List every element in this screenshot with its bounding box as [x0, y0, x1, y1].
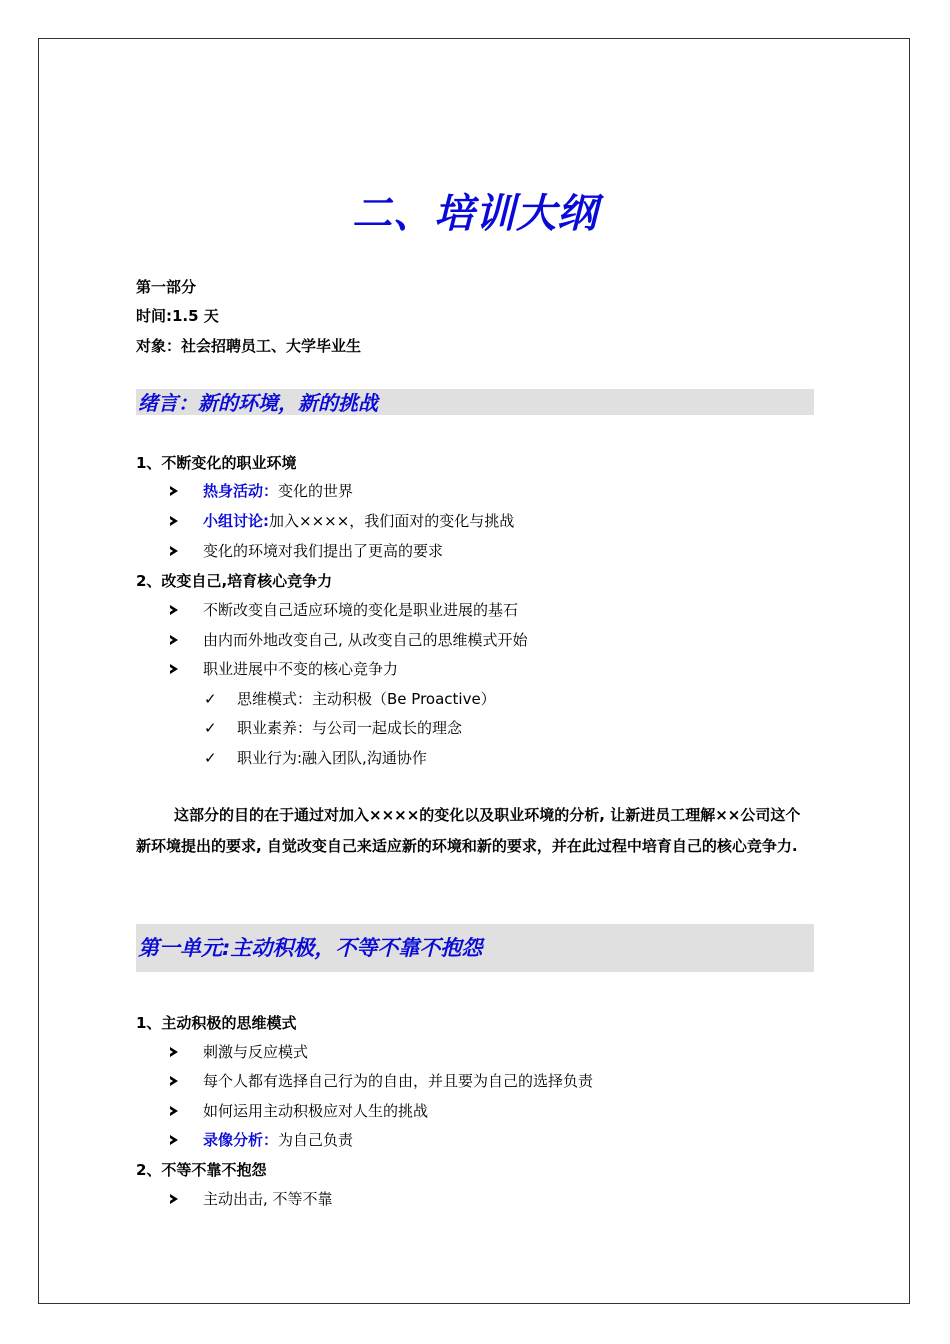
- intro-summary-paragraph: 这部分的目的在于通过对加入××××的变化以及职业环境的分析, 让新进员工理解××公司这个新环境提出的要求, 自觉改变自己来适应新的环境和新的要求，并在此过程中培育自己的核心竞争力.: [136, 806, 801, 855]
- arrow-bullet-icon: [170, 1047, 178, 1057]
- item-text: 思维模式：主动积极（Be Proactive）: [237, 690, 496, 708]
- item-text: 如何运用主动积极应对人生的挑战: [203, 1102, 429, 1120]
- item-text: 加入××××，我们面对的变化与挑战: [269, 512, 515, 530]
- section-header-intro: 绪言：新的环境，新的挑战: [136, 389, 814, 415]
- item-text: 由内而外地改变自己, 从改变自己的思维模式开始: [203, 631, 528, 649]
- list-item: [170, 1100, 428, 1121]
- sub-list-item: [204, 688, 496, 709]
- unit1-group1-heading: 1、主动积极的思维模式: [136, 1014, 297, 1032]
- page-title: 二、培训大纲: [352, 191, 598, 237]
- checkmark-icon: ✓: [204, 748, 217, 767]
- section-header-unit1: 第一单元:主动积极，不等不靠不抱怨: [136, 924, 814, 972]
- list-item: [170, 510, 514, 531]
- list-item: [170, 540, 443, 561]
- audience-label: 对象：社会招聘员工、大学毕业生: [136, 337, 362, 355]
- arrow-bullet-icon: [170, 1135, 178, 1145]
- list-item: [170, 1070, 593, 1091]
- arrow-bullet-icon: [170, 635, 178, 645]
- list-item: [170, 480, 353, 501]
- part-label: 第一部分: [136, 278, 197, 296]
- item-text: 职业进展中不变的核心竞争力: [203, 660, 399, 678]
- sub-list-item: [204, 717, 462, 738]
- time-label: 时间:1.5 天: [136, 307, 219, 325]
- checkmark-icon: ✓: [204, 718, 217, 737]
- arrow-bullet-icon: [170, 605, 178, 615]
- item-highlight: 热身活动：: [203, 482, 279, 500]
- item-text: 主动出击, 不等不靠: [203, 1190, 333, 1208]
- item-highlight: 小组讨论:: [203, 512, 269, 530]
- arrow-bullet-icon: [170, 664, 178, 674]
- intro-group1-heading: 1、不断变化的职业环境: [136, 454, 297, 472]
- arrow-bullet-icon: [170, 516, 178, 526]
- item-text: 为自己负责: [278, 1131, 354, 1149]
- item-text: 不断改变自己适应环境的变化是职业进展的基石: [203, 601, 519, 619]
- unit1-group2-heading: 2、不等不靠不抱怨: [136, 1161, 267, 1179]
- arrow-bullet-icon: [170, 486, 178, 496]
- arrow-bullet-icon: [170, 1194, 178, 1204]
- arrow-bullet-icon: [170, 546, 178, 556]
- sub-list-item: [204, 747, 427, 768]
- intro-group2-heading: 2、改变自己,培育核心竞争力: [136, 572, 333, 590]
- list-item: [170, 629, 528, 650]
- list-item: [170, 1041, 308, 1062]
- item-text: 职业素养：与公司一起成长的理念: [237, 719, 463, 737]
- item-text: 每个人都有选择自己行为的自由，并且要为自己的选择负责: [203, 1072, 594, 1090]
- list-item: [170, 658, 398, 679]
- arrow-bullet-icon: [170, 1076, 178, 1086]
- list-item: [170, 599, 518, 620]
- checkmark-icon: ✓: [204, 689, 217, 708]
- item-text: 职业行为:融入团队,沟通协作: [237, 749, 427, 767]
- item-highlight: 录像分析：: [203, 1131, 279, 1149]
- list-item: [170, 1129, 353, 1150]
- arrow-bullet-icon: [170, 1106, 178, 1116]
- item-text: 变化的环境对我们提出了更高的要求: [203, 542, 444, 560]
- list-item: [170, 1188, 333, 1209]
- item-text: 变化的世界: [278, 482, 354, 500]
- item-text: 刺激与反应模式: [203, 1043, 309, 1061]
